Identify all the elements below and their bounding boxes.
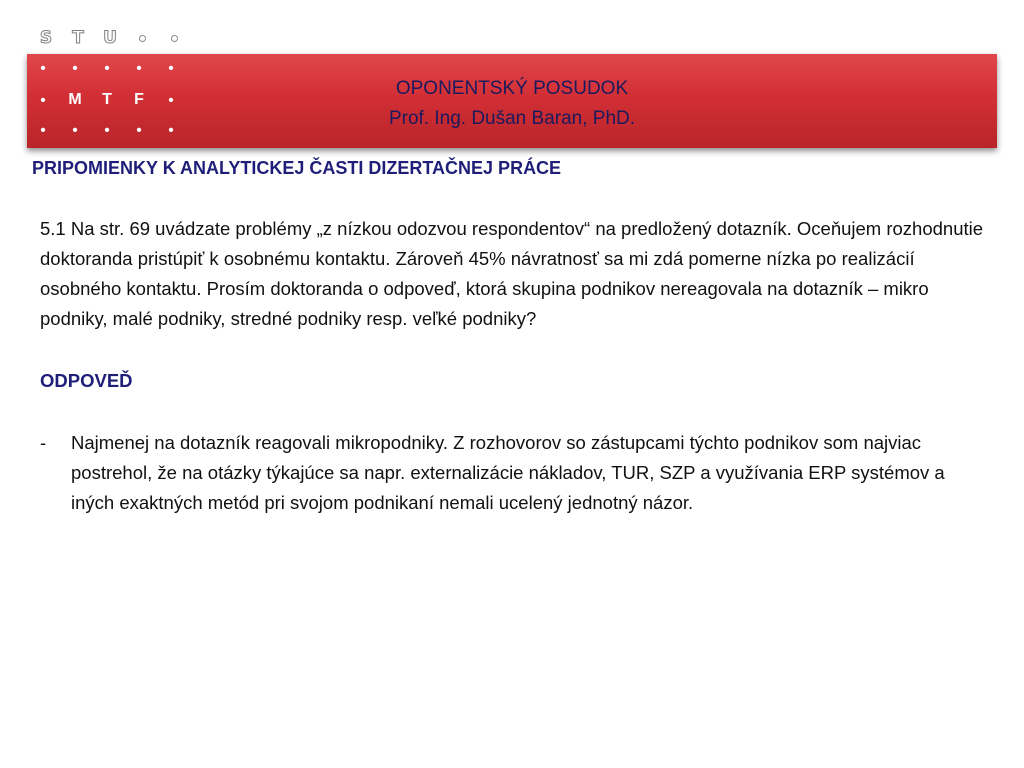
stu-letter-u: U [103,28,117,48]
logo-dot-icon: • [40,60,46,77]
logo-dot-icon: • [136,60,142,77]
question-paragraph: 5.1 Na str. 69 uvádzate problémy „z nízkou odozvou respondentov“ na predložený dotazník. Oceňujem rozhodnutie doktoranda pristúpiť k osobnému kontaktu. Zároveň 45% návratnosť sa mi zdá pomerne nízka po realizácií osobného kontaktu. Prosím doktoranda o odpoveď, ktorá skupina podnikov nereagovala na dotazník – mikro podniky, malé podniky, stredné podniky resp. veľké podniky? [40,218,984,329]
mtf-letter-t: T [102,91,112,108]
mtf-letter-m: M [68,91,82,108]
logo-dot-icon: • [72,122,78,139]
logo-dot-icon: • [72,60,78,77]
logo-dot-icon: • [40,92,46,109]
logo-dot-icon: • [168,122,174,139]
logo-dot-icon: • [104,60,110,77]
mtf-letter-f: F [134,91,144,108]
logo-dot-icon: • [40,122,46,139]
logo-dot-icon: • [168,60,174,77]
answer-heading: ODPOVEĎ [40,370,133,391]
answer-text: Najmenej na dotazník reagovali mikropodniky. Z rozhovorov so zástupcami týchto podnikov som najviac postrehol, že na otázky týkajúce sa napr. externalizácie nákladov, TUR, SZP a využívania ERP systémov a iných exaktných metód pri svojom podnikaní nemali ucelený jednotný názor. [71,432,945,513]
logo-dot-icon: • [136,122,142,139]
stu-letter-t: T [72,28,84,48]
stu-letter-s: S [39,28,53,48]
logo-dot-icon [126,35,158,42]
slide-content [40,214,988,518]
logo-dot-icon: • [104,122,110,139]
page-title: OPONENTSKÝ POSUDOK [395,78,629,99]
stu-logo [30,26,190,50]
logo-dot-icon: • [168,92,174,109]
list-item [40,428,988,518]
section-heading: PRIPOMIENKY K ANALYTICKEJ ČASTI DIZERTAČNEJ PRÁCE [32,158,562,178]
logo-dot-icon [158,35,190,42]
header-banner [27,54,997,148]
bullet-marker: - [40,432,47,453]
page-subtitle: Prof. Ing. Dušan Baran, PhD. [388,108,636,129]
